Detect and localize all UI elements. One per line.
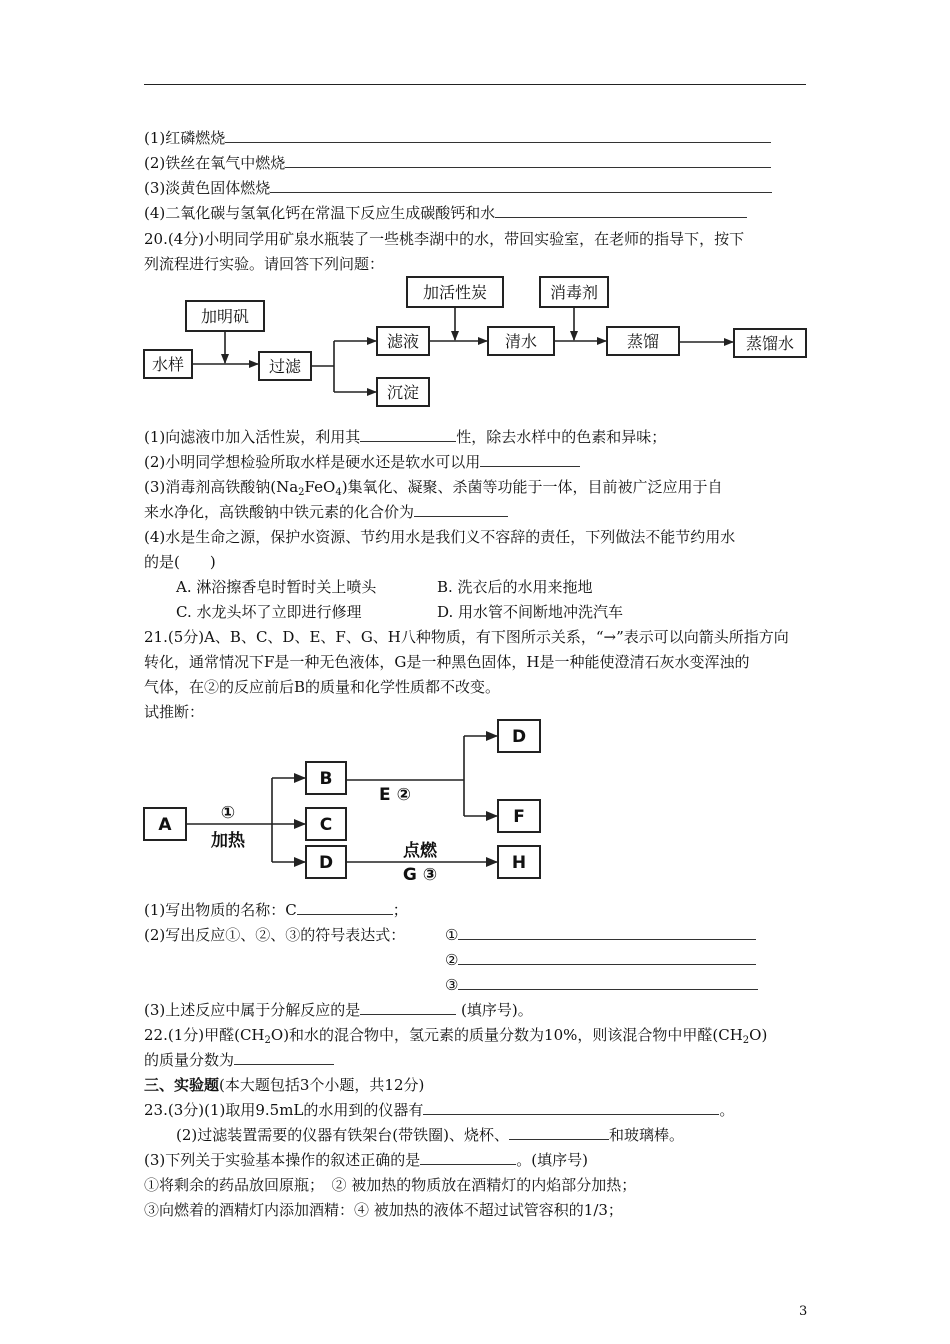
q20-part1: (1)向滤液巾加入活性炭，利用其 性，除去水样中的色素和异味； [144, 428, 667, 446]
q22-line2: 的质量分数为 [144, 1050, 334, 1070]
svg-text:B: B [319, 769, 333, 789]
q21-stem-line2: 转化，通常情况下F是一种无色液体，G是一种黑色固体，H是一种能使澄清石灰水变浑浊的 [144, 653, 750, 671]
svg-text:滤液: 滤液 [386, 332, 420, 351]
label-heat: 加热 [211, 831, 245, 851]
node-d-lower [306, 846, 346, 878]
svg-text:加活性炭: 加活性炭 [422, 283, 488, 302]
svg-text:H: H [511, 853, 527, 873]
flow-box-alum [186, 301, 264, 331]
svg-text:加明矾: 加明矾 [200, 307, 250, 326]
page-number: 3 [799, 1304, 808, 1319]
q19-item-2: (2)铁丝在氧气中燃烧 [144, 153, 771, 173]
q21-part1: (1)写出物质的名称：C ； [144, 901, 408, 919]
q23-options-line2: ③向燃着的酒精灯内添加酒精：④ 被加热的液体不超过试管容积的1/3； [144, 1201, 623, 1219]
q19-item-4: (4)二氧化碳与氢氧化钙在常温下反应生成碳酸钙和水 [144, 203, 747, 223]
q23-options-line1: ①将剩余的药品放回原瓶； ② 被加热的物质放在酒精灯的内焰部分加热； [144, 1176, 637, 1194]
q19-item-1: (1)红磷燃烧 [144, 128, 771, 148]
label-g-reaction-3: G ③ [402, 865, 438, 885]
flow-box-clear-water [488, 327, 554, 355]
q20-option-d: D. 用水管不间断地冲洗汽车 [437, 603, 624, 621]
q20-part3-line1: (3)消毒剂高铁酸钠$(Na_2FeO_4)$集氧化、凝聚、杀菌等功能于一体，目前被广泛应用于自 [144, 478, 723, 498]
node-f [498, 800, 540, 832]
node-c [306, 808, 346, 840]
svg-text:消毒剂: 消毒剂 [549, 283, 599, 302]
q23-part1: 23.(3分)(1)取用9.5mL的水用到的仪器有 。 [144, 1101, 735, 1119]
flow-box-disinfectant [540, 277, 608, 307]
svg-text:D: D [511, 727, 527, 747]
q20-option-c: C. 水龙头坏了立即进行修理 [176, 603, 362, 621]
label-ignite: 点燃 [403, 841, 437, 861]
svg-text:C: C [319, 815, 333, 835]
q20-stem-line1: 20.(4分)小明同学用矿泉水瓶装了一些桃李湖中的水，带回实验室，在老师的指导下，按下 [144, 230, 745, 248]
svg-text:F: F [513, 807, 525, 827]
flow-box-activated-carbon [407, 277, 503, 307]
q21-stem-line4: 试推断： [144, 703, 205, 721]
q21-stem-line1: 21.(5分)A、B、C、D、E、F、G、H八种物质，有下图所示关系，“→”表示可以向箭头所指方向 [144, 628, 789, 646]
node-a [144, 808, 186, 840]
label-reaction-1: ① [220, 803, 236, 823]
section-3-heading: 三、实验题(本大题包括3个小题，共12分) [144, 1076, 425, 1094]
svg-text:蒸馏: 蒸馏 [626, 332, 660, 351]
q21-stem-line3: 气体，在②的反应前后B的质量和化学性质都不改变。 [144, 678, 501, 696]
svg-text:D: D [318, 853, 334, 873]
q21-equation-2: ② [445, 950, 756, 970]
node-b [306, 762, 346, 794]
svg-text:过滤: 过滤 [268, 357, 302, 376]
q20-option-b: B. 洗衣后的水用来拖地 [437, 578, 593, 596]
flow-box-distilled-water [734, 329, 806, 357]
q21-part3: (3)上述反应中属于分解反应的是 (填序号)。 [144, 1001, 533, 1019]
flow-box-precipitate [377, 378, 429, 406]
q22-line1: 22.(1分)甲醛$(CH_2O)$和水的混合物中，氢元素的质量分数为10%，则该混合物中甲醛$(CH_2O)$ [144, 1026, 768, 1046]
water-treatment-flowchart [0, 0, 950, 420]
flow-box-water-sample [144, 350, 192, 378]
q19-item-3: (3)淡黄色固体燃烧 [144, 178, 772, 198]
svg-text:蒸馏水: 蒸馏水 [745, 334, 795, 353]
q23-part2: (2)过滤装置需要的仪器有铁架台(带铁圈)、烧杯、 和玻璃棒。 [176, 1126, 684, 1144]
svg-text:沉淀: 沉淀 [386, 383, 420, 402]
svg-text:清水: 清水 [504, 332, 538, 351]
flow-box-filter [259, 352, 311, 380]
q20-part4-line1: (4)水是生命之源，保护水资源、节约用水是我们义不容辞的责任，下列做法不能节约用水 [144, 528, 736, 546]
q20-option-a: A. 淋浴擦香皂时暂时关上喷头 [176, 578, 377, 596]
q21-part2: (2)写出反应①、②、③的符号表达式： [144, 926, 406, 944]
q21-equation-1: ① [445, 925, 756, 945]
flow-box-distill [607, 327, 679, 355]
q23-part3: (3)下列关于实验基本操作的叙述正确的是 。(填序号) [144, 1151, 588, 1169]
q20-stem-line2: 列流程进行实验。请回答下列问题： [144, 255, 385, 273]
node-d-upper [498, 720, 540, 752]
q20-part3-line2: 来水净化，高铁酸钠中铁元素的化合价为 [144, 502, 508, 522]
q20-part2: (2)小明同学想检验所取水样是硬水还是软水可以用 [144, 452, 580, 472]
q20-part4-line2: 的是( ) [144, 553, 216, 571]
node-h [498, 846, 540, 878]
flow-box-filtrate [377, 327, 429, 355]
substance-relation-diagram [0, 700, 950, 900]
svg-text:A: A [158, 815, 172, 835]
label-e-reaction-2: E ② [379, 785, 411, 805]
svg-text:水样: 水样 [151, 355, 185, 374]
q21-equation-3: ③ [445, 975, 758, 995]
